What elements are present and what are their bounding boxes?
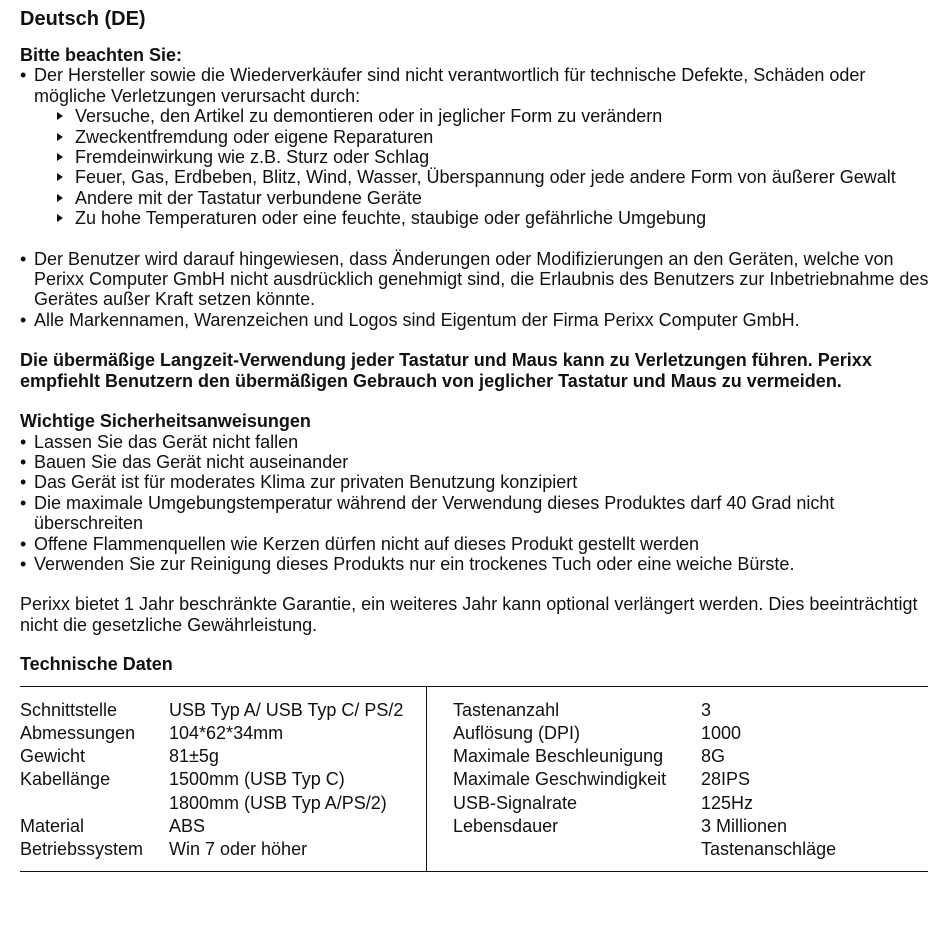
language-heading: Deutsch (DE) — [20, 8, 146, 30]
safety-heading: Wichtige Sicherheitsanweisungen — [20, 411, 311, 432]
spec-label: Kabellänge — [20, 769, 111, 790]
spec-value: 1000 — [701, 722, 742, 743]
spec-value: 28IPS — [701, 769, 751, 790]
specs-heading: Technische Daten — [20, 654, 173, 675]
causes-list — [34, 106, 932, 228]
safety-list — [20, 432, 932, 575]
spacer — [20, 229, 932, 249]
notice-intro-text: Der Hersteller sowie die Wiederverkäufer sind nicht verantwortlich für technische Defekte, Schäden oder mögliche Verletzungen verursacht durch: — [34, 65, 866, 106]
spec-value: ABS — [169, 816, 206, 837]
safety-item: • Bauen Sie das Gerät nicht auseinander — [20, 452, 932, 472]
spec-label — [20, 792, 169, 815]
safety-item: • Das Gerät ist für moderates Klima zur privaten Benutzung konzipiert — [20, 472, 932, 492]
spacer — [20, 574, 932, 594]
spacer — [20, 391, 932, 411]
spec-value: 1800mm (USB Typ A/PS/2) — [169, 792, 387, 813]
safety-item: • Lassen Sie das Gerät nicht fallen — [20, 432, 932, 452]
usage-warning: Die übermäßige Langzeit-Verwendung jeder Tastatur und Maus kann zu Verletzungen führen. Perixx empfiehlt Benutzern den übermäßigen Gebrauch von jeglicher Tastatur und Maus zu vermeiden. — [20, 350, 872, 391]
spec-value: 125Hz — [701, 792, 754, 813]
spec-row — [453, 699, 836, 722]
spec-row — [453, 838, 836, 861]
spec-row — [453, 815, 836, 838]
spec-value: 8G — [701, 746, 726, 767]
spec-row — [453, 792, 836, 815]
spec-row — [453, 722, 836, 745]
specs-divider — [426, 687, 427, 871]
modification-notice: • Der Benutzer wird darauf hingewiesen, dass Änderungen oder Modifizierungen an den Geräten, welche von Perixx Computer GmbH nicht ausdrücklich genehmigt sind, die Erlaubnis des Benutzers zur Inbetriebnahme des Gerätes außer Kraft setzen könnte. — [20, 249, 932, 310]
spec-row — [20, 838, 403, 861]
spec-value: Win 7 oder höher — [169, 839, 308, 860]
spec-row — [20, 722, 403, 745]
spec-value: 3 — [701, 699, 712, 720]
spec-row — [20, 768, 403, 791]
spec-row — [20, 745, 403, 768]
document-page — [20, 6, 932, 872]
spec-value: 104*62*34mm — [169, 722, 284, 743]
spec-label: Gewicht — [20, 746, 86, 767]
spec-label: Material — [20, 816, 85, 837]
notice-intro — [20, 65, 932, 228]
cause-item: Zweckentfremdung oder eigene Reparaturen — [54, 127, 932, 147]
spec-label: Schnittstelle — [20, 699, 118, 720]
spec-row — [20, 815, 403, 838]
spec-label: Betriebssystem — [20, 839, 144, 860]
spec-label — [453, 838, 701, 861]
spacer — [20, 330, 932, 350]
notice-list — [20, 65, 932, 228]
safety-item: • Die maximale Umgebungstemperatur während der Verwendung dieses Produktes darf 40 Grad nicht überschreiten — [20, 493, 932, 534]
spec-value: 1500mm (USB Typ C) — [169, 769, 345, 790]
warranty-text: Perixx bietet 1 Jahr beschränkte Garantie, ein weiteres Jahr kann optional verlängert werden. Dies beeinträchtigt nicht die gesetzliche Gewährleistung. — [20, 594, 918, 635]
spec-label: USB-Signalrate — [453, 792, 578, 813]
spec-label: Maximale Geschwindigkeit — [453, 769, 667, 790]
cause-item: Feuer, Gas, Erdbeben, Blitz, Wind, Wasser, Überspannung oder jede andere Form von äußerer Gewalt — [54, 167, 932, 187]
spec-row — [20, 792, 403, 815]
cause-item: Versuche, den Artikel zu demontieren oder in jeglicher Form zu verändern — [54, 106, 932, 126]
spec-value: 3 Millionen — [701, 816, 788, 837]
notice-list-2 — [20, 249, 932, 331]
cause-item: Zu hohe Temperaturen oder eine feuchte, staubige oder gefährliche Umgebung — [54, 208, 932, 228]
spec-row — [453, 745, 836, 768]
trademark-notice: • Alle Markennamen, Warenzeichen und Logos sind Eigentum der Firma Perixx Computer GmbH. — [20, 310, 932, 330]
spec-label: Maximale Beschleunigung — [453, 746, 664, 767]
spec-value: Tastenanschläge — [701, 839, 837, 860]
specs-left-column — [20, 699, 403, 862]
spec-label: Abmessungen — [20, 722, 136, 743]
spec-row — [453, 768, 836, 791]
notice-heading: Bitte beachten Sie: — [20, 45, 183, 65]
safety-item: • Offene Flammenquellen wie Kerzen dürfen nicht auf dieses Produkt gestellt werden — [20, 534, 932, 554]
spec-value: 81±5g — [169, 746, 219, 767]
cause-item: Andere mit der Tastatur verbundene Geräte — [54, 188, 932, 208]
spec-row — [20, 699, 403, 722]
safety-item: • Verwenden Sie zur Reinigung dieses Produkts nur ein trockenes Tuch oder eine weiche Bürste. — [20, 554, 932, 574]
spec-value: USB Typ A/ USB Typ C/ PS/2 — [169, 699, 404, 720]
cause-item: Fremdeinwirkung wie z.B. Sturz oder Schlag — [54, 147, 932, 167]
spec-label: Tastenanzahl — [453, 699, 560, 720]
spec-label: Auflösung (DPI) — [453, 722, 581, 743]
spec-label: Lebensdauer — [453, 816, 559, 837]
specs-right-column — [453, 699, 836, 862]
specs-table — [20, 686, 928, 872]
